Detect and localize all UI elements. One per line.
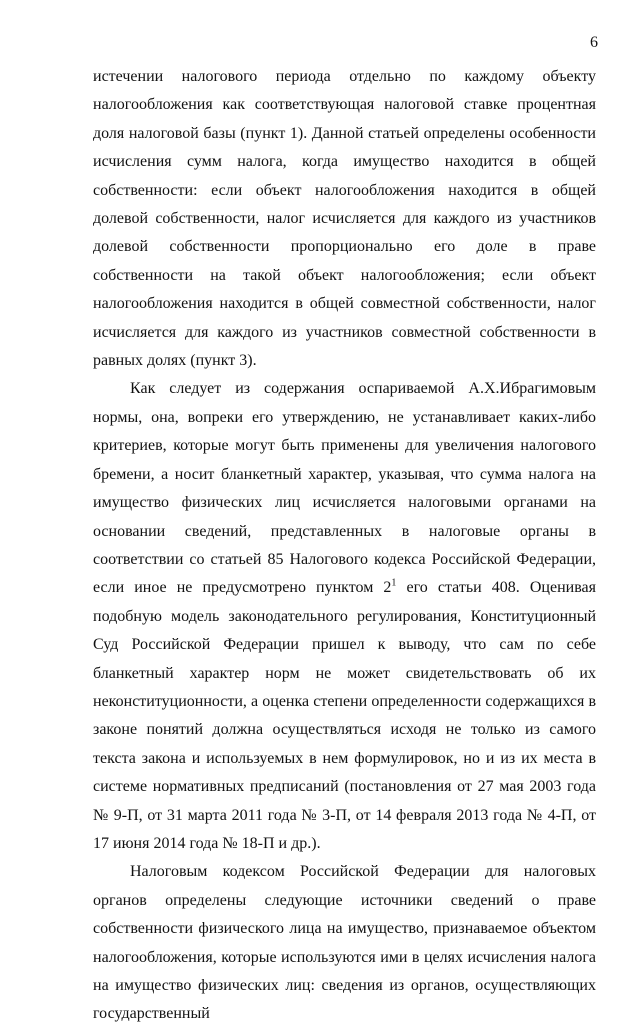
page-number: 6 <box>590 34 598 51</box>
paragraph-2-text-end: его статьи 408. Оценивая подобную модель законодательного регулирования, Конституционный Суд Российской Федерации пришел к выводу, что сам по себе бланкетный характер норм не может свидетельствовать об их неконституционности, а оценка степени определенности содержащихся в законе понятий должна осуществляться исходя не только из самого текста закона и используемых в нем формулировок, но и из их места в системе нормативных предписаний (постановления от 27 мая 2003 года № 9-П, от 31 марта 2011 года № 3-П, от 14 февраля 2013 года № 4-П, от 17 июня 2014 года № 18-П и др.). <box>93 579 597 852</box>
paragraph-2-text-start: Как следует из содержания оспариваемой А.Х.Ибрагимовым нормы, она, вопреки его утверждению, не устанавливает каких-либо критериев, которые могут быть применены для увеличения налогового бремени, а носит бланкетный характер, указывая, что сумма налога на имущество физических лиц исчисляется налоговыми органами на основании сведений, представленных в налоговые органы в соответствии со статьей 85 Налогового кодекса Российской Федерации, если иное не предусмотрено пунктом 2 <box>93 380 596 597</box>
paragraph-1: истечении налогового периода отдельно по каждому объекту налогообложения как соответствующая налоговой ставке процентная доля налоговой базы (пункт 1). Данной статьей определены особенности исчисления сумм налога, когда имущество находится в общей собственности: если объект налогообложения находится в общей долевой собственности, налог исчисляется для каждого из участников долевой собственности пропорционально его доле в праве собственности на такой объект налогообложения; если объект налогообложения находится в общей совместной собственности, налог исчисляется для каждого из участников совместной собственности в равных долях (пункт 3). <box>93 68 596 370</box>
superscript-marker: 1 <box>391 577 397 589</box>
paragraph-3: Налоговым кодексом Российской Федерации для налоговых органов определены следующие источники сведений о праве собственности физического лица на имущество, признаваемое объектом налогообложения, которые используются ими в целях исчисления налога на имущество физических лиц: сведения из органов, осуществляющих государственный <box>93 863 596 1023</box>
paragraph-2 <box>93 375 596 858</box>
document-body <box>93 63 596 1029</box>
